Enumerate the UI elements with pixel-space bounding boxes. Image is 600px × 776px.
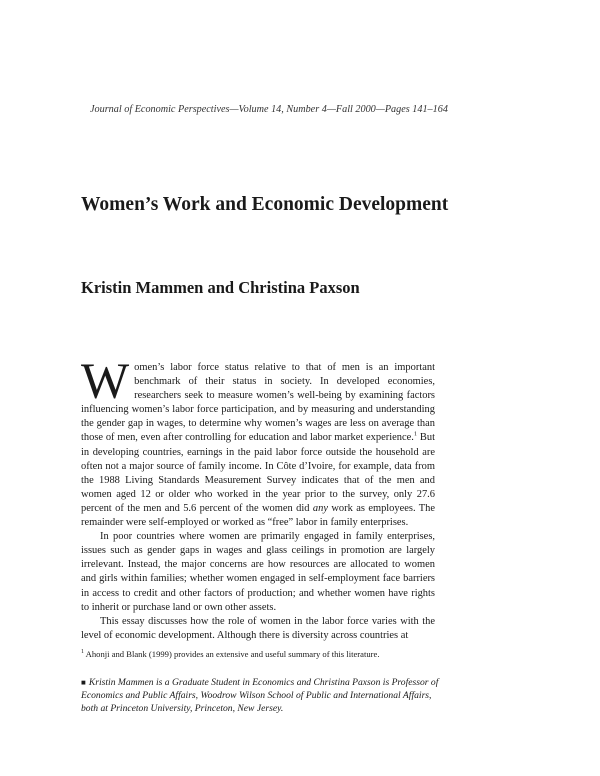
square-bullet-icon: ■ (81, 678, 86, 687)
running-head: Journal of Economic Perspectives—Volume 14, Number 4—Fall 2000—Pages 141–164 (90, 104, 448, 115)
paragraph-3: This essay discusses how the role of women in the labor force varies with the level of economic development. Although there is diversity across countries at (81, 615, 435, 641)
article-body (81, 354, 436, 643)
article-authors: Kristin Mammen and Christina Paxson (81, 278, 360, 297)
paragraph-1-middle: But in developing countries, earnings in the paid labor force outside the household are often not a major source of family income. In Côte d’Ivoire, for example, data from the 1988 Living Standards Measurement Survey indicates that of the men and women aged 12 or older who worked in the year prior to the survey, only 27.6 percent of the men and 5.6 percent of the women did (81, 432, 435, 514)
paragraph-1 (81, 354, 436, 530)
paragraph-2: In poor countries where women are primarily engaged in family enterprises, issues such as gender gaps in wages and glass ceilings in promotion are largely irrelevant. Instead, the major concerns are how resources are allocated to women and girls within families; whether women engaged in self-employment face barriers in access to credit and other factors of production; and whether women have rights to inherit or purchase land or own other assets. (81, 531, 435, 613)
paragraph-1-start: omen’s labor force status relative to that of men is an important benchmark of their status in society. In developed economies, researchers seek to measure women’s well-being by examining factors influencing women’s labor force participation, and by measuring and understanding the gender gap in wages, to determine why women’s wages are less on average than those of men, even after controlling for education and labor market experience. (81, 362, 435, 444)
paragraph-1-end: work as employees. The remainder were self-employed or worked as “free” labor in family enterprises. (81, 502, 436, 529)
footnote-reference[interactable]: 1 (413, 430, 418, 438)
footnote-text: Ahonji and Blank (1999) provides an extensive and useful summary of this literature. (84, 649, 380, 659)
footnote-mark: 1 (81, 649, 84, 656)
article-title: Women’s Work and Economic Development (81, 194, 449, 215)
footnote (81, 649, 435, 660)
emphasis-any: any (312, 502, 328, 514)
drop-cap: W (81, 354, 130, 410)
affiliation-text: Kristin Mammen is a Graduate Student in Economics and Christina Paxson is Professor of Economics and Public Affairs, Woodrow Wilson School of Public and International Affairs, both at Princeton University, Princeton, New Jersey. (81, 677, 439, 715)
author-affiliation (81, 676, 441, 716)
